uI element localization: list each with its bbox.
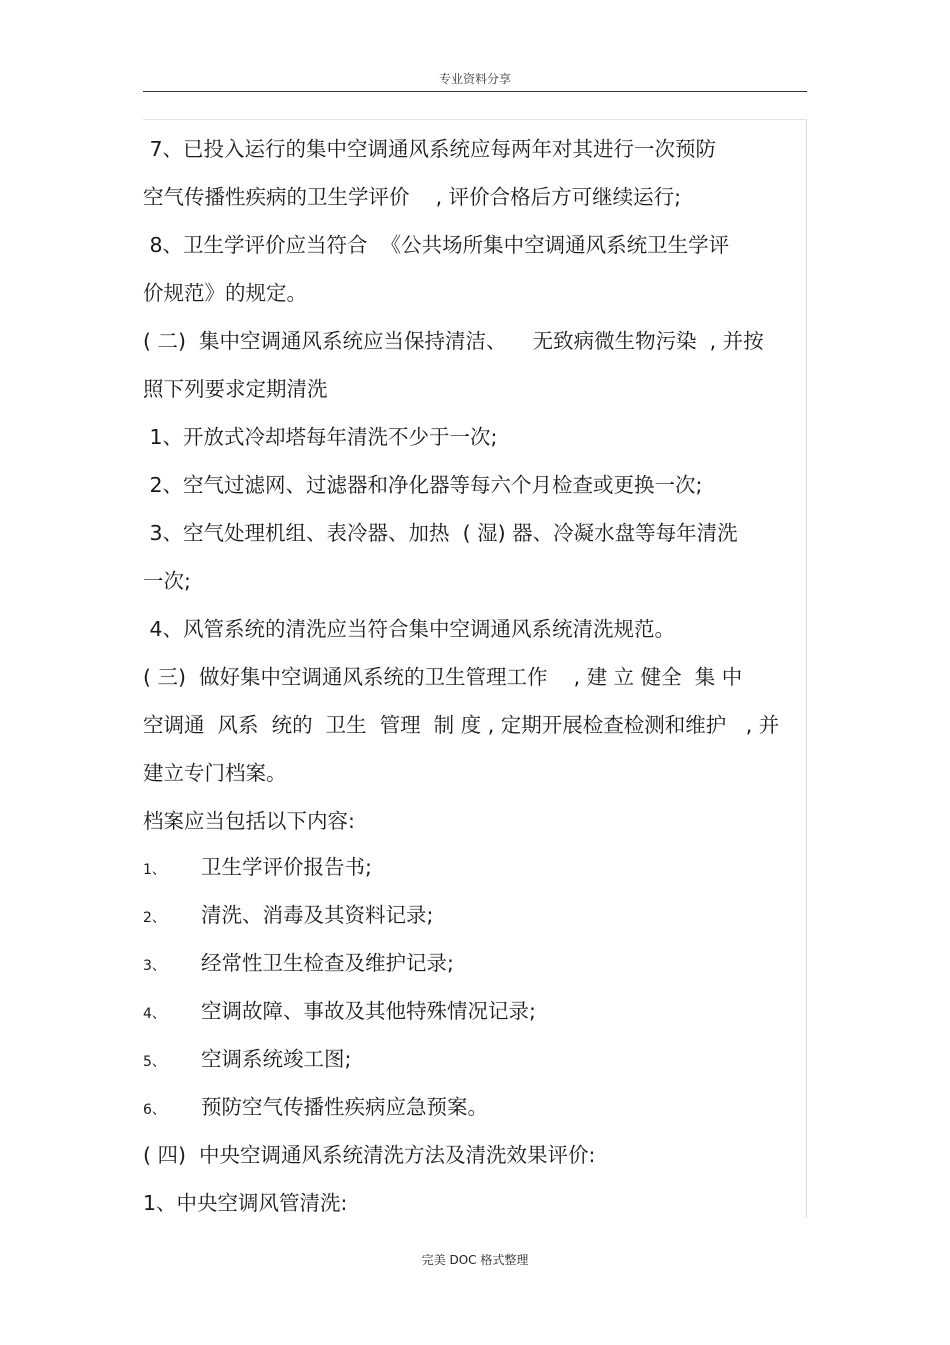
archive-item-number: 1、 <box>143 862 166 878</box>
section-heading: ( 四) 中央空调通风系统清洗方法及清洗效果评价: <box>143 1143 596 1167</box>
archive-item-text: 卫生学评价报告书; <box>201 855 372 879</box>
page-header: 专业资料分享 <box>438 72 511 86</box>
text-line: 4、风管系统的清洗应当符合集中空调通风系统清洗规范。 <box>143 617 676 641</box>
archive-item-text: 空调故障、事故及其他特殊情况记录; <box>201 999 536 1023</box>
header-rule <box>143 91 807 92</box>
page-footer: 完美 DOC 格式整理 <box>421 1253 529 1267</box>
text-line: 档案应当包括以下内容: <box>143 809 355 833</box>
text-line: 空气传播性疾病的卫生学评价 , 评价合格后方可继续运行; <box>143 185 682 209</box>
text-line: 照下列要求定期清洗 <box>143 377 328 401</box>
text-line: 1、开放式冷却塔每年清洗不少于一次; <box>143 425 498 449</box>
archive-item <box>143 901 433 932</box>
archive-item-text: 空调系统竣工图; <box>201 1047 352 1071</box>
text-line: 价规范》的规定。 <box>143 281 307 305</box>
section-heading: ( 三) 做好集中空调通风系统的卫生管理工作 , 建 立 健全 集 中 <box>143 665 743 689</box>
archive-item <box>143 949 454 980</box>
archive-item-number: 5、 <box>143 1054 166 1070</box>
archive-item-text: 经常性卫生检查及维护记录; <box>201 951 454 975</box>
section-heading: ( 二) 集中空调通风系统应当保持清洁、 无致病微生物污染 , 并按 <box>143 329 764 353</box>
text-line: 一次; <box>143 569 191 593</box>
archive-item-number: 3、 <box>143 958 166 974</box>
archive-item <box>143 853 372 884</box>
text-line: 7、已投入运行的集中空调通风系统应每两年对其进行一次预防 <box>143 137 717 161</box>
archive-item-number: 6、 <box>143 1102 166 1118</box>
archive-item-number: 4、 <box>143 1006 166 1022</box>
text-line: 1、中央空调风管清洗: <box>143 1191 348 1215</box>
text-line: 3、空气处理机组、表冷器、加热 ( 湿) 器、冷凝水盘等每年清洗 <box>143 521 738 545</box>
text-line: 空调通 风系 统的 卫生 管理 制 度 , 定期开展检查检测和维护 , 并 <box>143 713 780 737</box>
text-line: 2、空气过滤网、过滤器和净化器等每六个月检查或更换一次; <box>143 473 703 497</box>
archive-item <box>143 1093 488 1124</box>
archive-item-text: 清洗、消毒及其资料记录; <box>201 903 434 927</box>
archive-item-number: 2、 <box>143 910 166 926</box>
text-line: 建立专门档案。 <box>143 761 287 785</box>
archive-item-text: 预防空气传播性疾病应急预案。 <box>201 1095 488 1119</box>
archive-item <box>143 1045 351 1076</box>
text-line: 8、卫生学评价应当符合 《公共场所集中空调通风系统卫生学评 <box>143 233 730 257</box>
archive-item <box>143 997 536 1028</box>
